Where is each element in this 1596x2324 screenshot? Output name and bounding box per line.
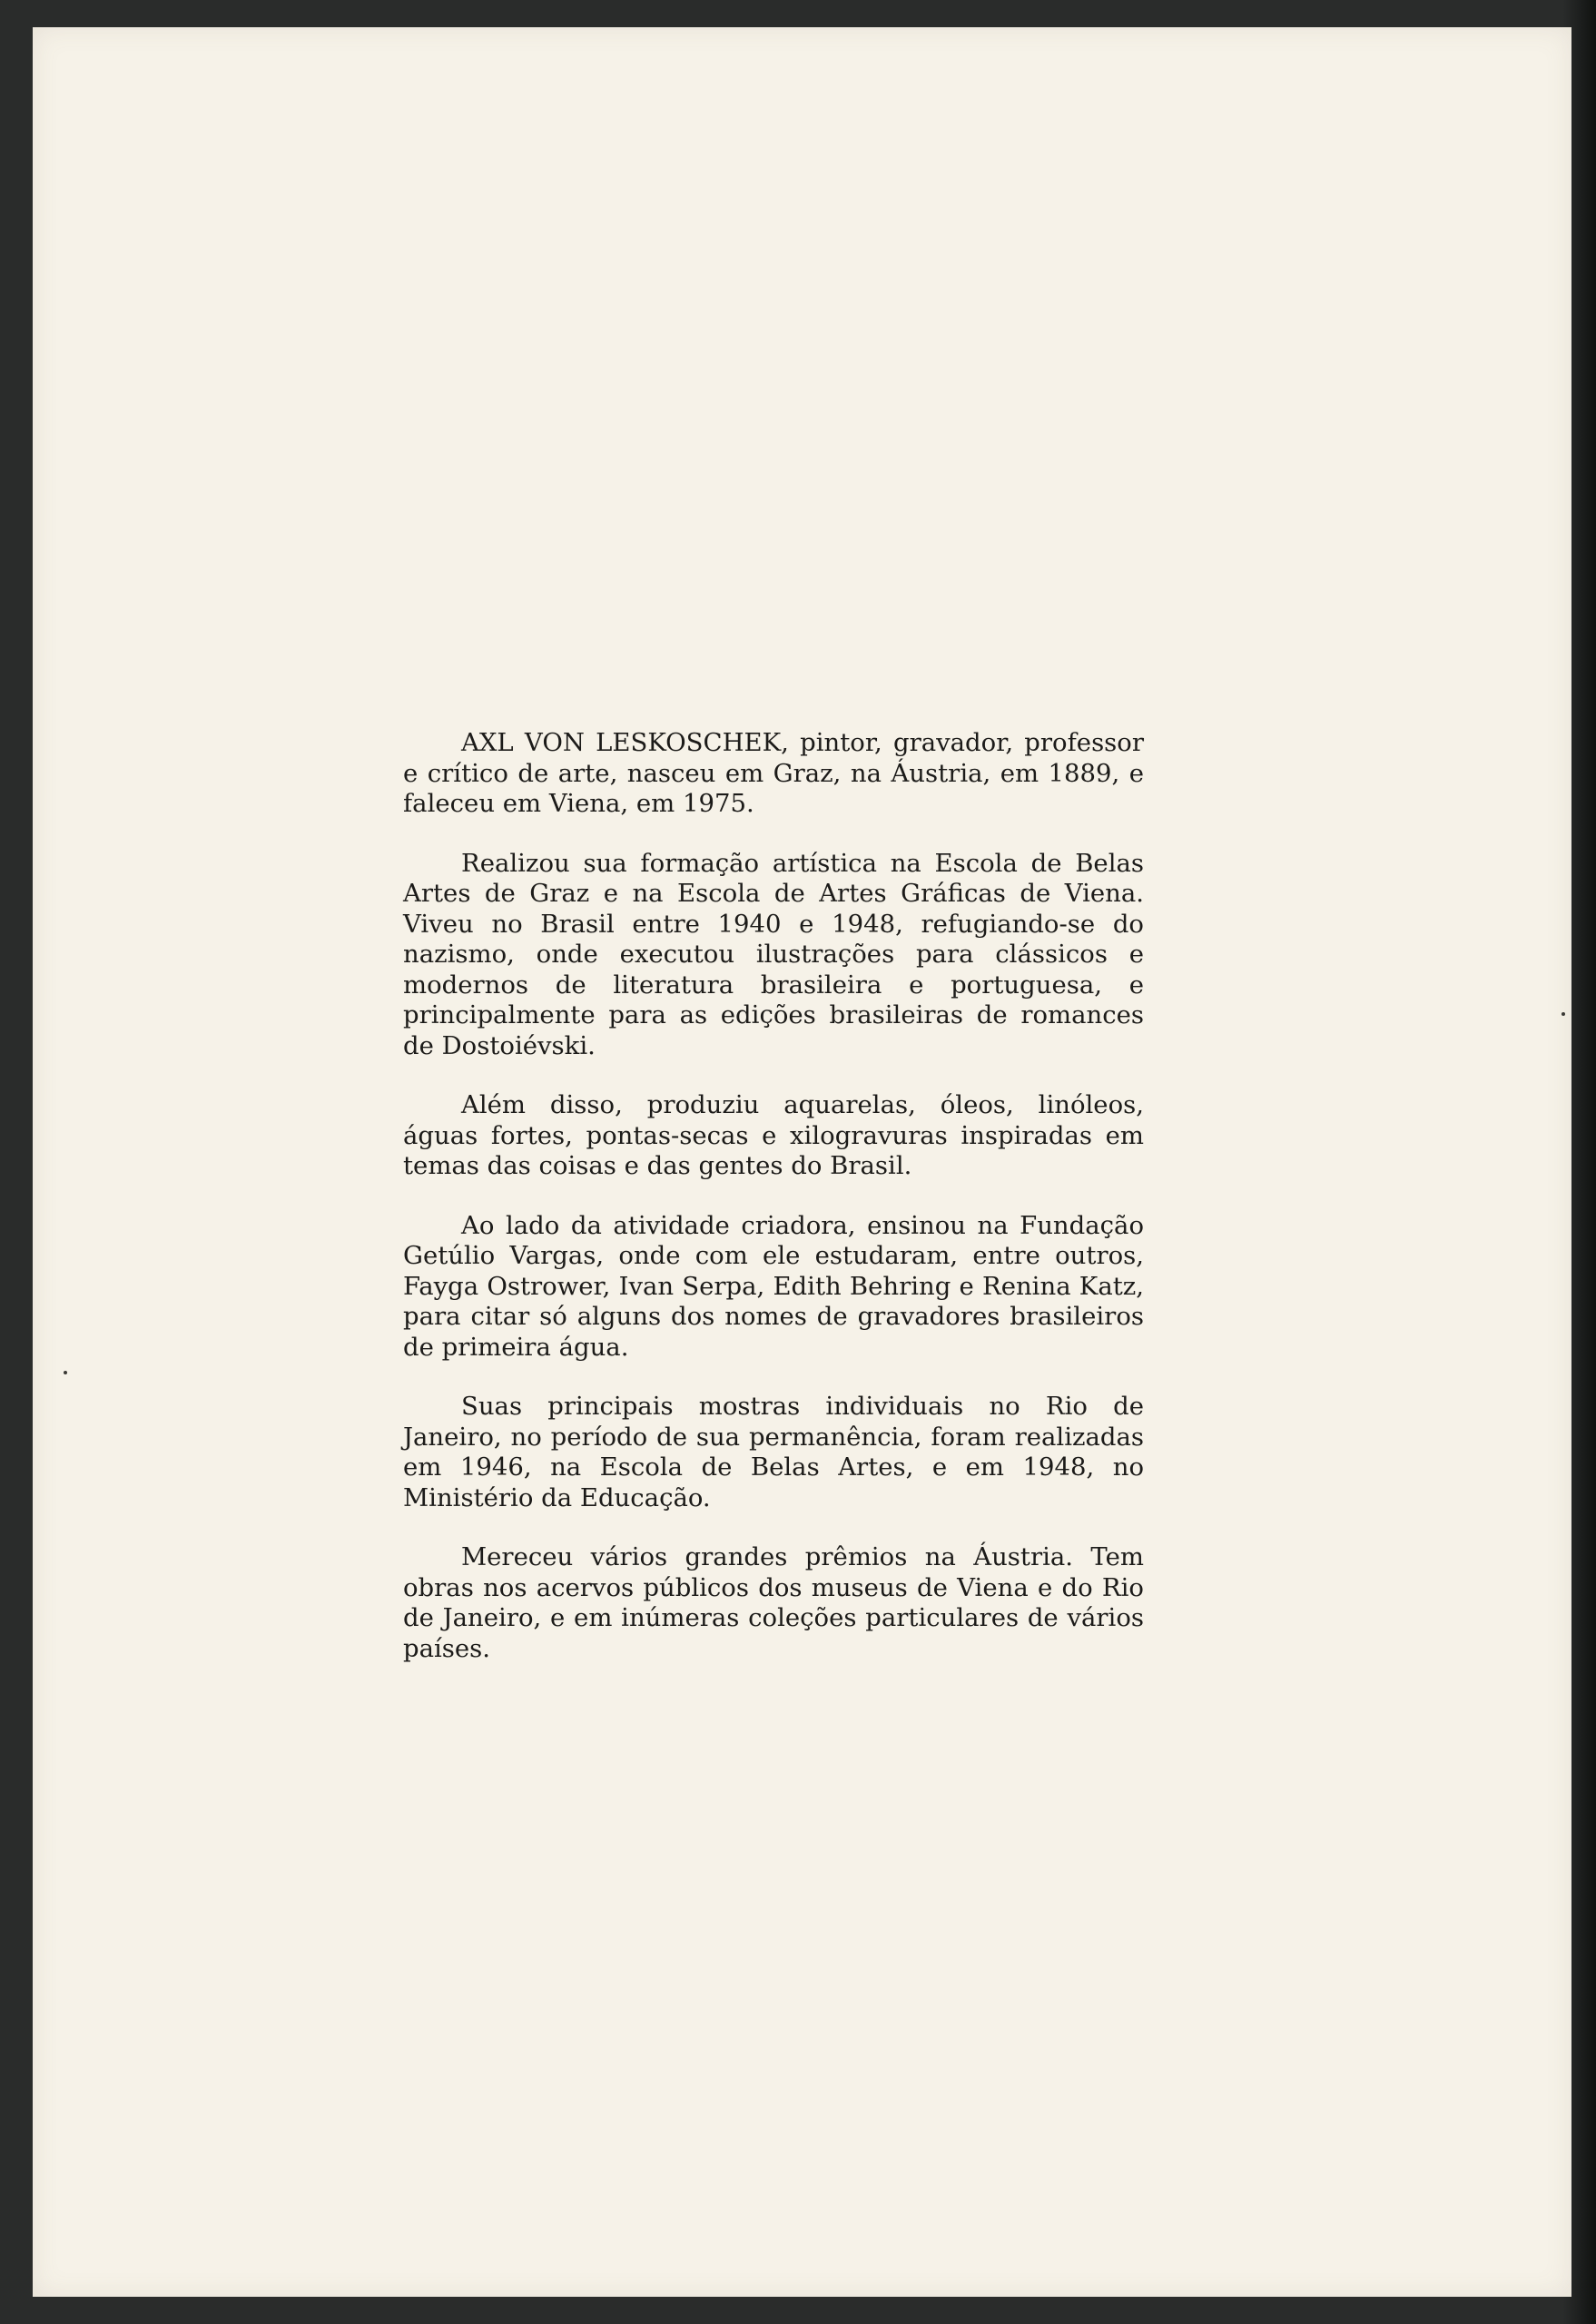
paragraph-4: Ao lado da atividade criadora, ensinou na Fundação Getúlio Vargas, onde com ele estudaram, entre outros, Fayga Ostrower, Ivan Serpa, Edith Behring e Renina Katz, para citar só alguns dos nomes de gravadores brasileiros de primeira água.: [403, 1210, 1144, 1362]
paragraph-1: AXL VON LESKOSCHEK, pintor, gravador, professor e crítico de arte, nasceu em Graz, na Áustria, em 1889, e faleceu em Viena, em 1975.: [403, 728, 1144, 818]
paragraph-6: Mereceu vários grandes prêmios na Áustria. Tem obras nos acervos públicos dos museus de Viena e do Rio de Janeiro, e em inúmeras coleções particulares de vários países.: [403, 1542, 1144, 1663]
biography-text: [403, 728, 1144, 1693]
paper-speck: [1562, 1012, 1565, 1016]
paper-speck: [64, 1371, 67, 1374]
paragraph-3: Além disso, produziu aquarelas, óleos, linóleos, águas fortes, pontas-secas e xilogravuras inspiradas em temas das coisas e das gentes do Brasil.: [403, 1090, 1144, 1180]
paragraph-5: Suas principais mostras individuais no Rio de Janeiro, no período de sua permanência, foram realizadas em 1946, na Escola de Belas Artes, e em 1948, no Ministério da Educação.: [403, 1392, 1144, 1512]
paragraph-2: Realizou sua formação artística na Escola de Belas Artes de Graz e na Escola de Artes Gráficas de Viena. Viveu no Brasil entre 1940 e 1948, refugiando-se do nazismo, onde executou ilustrações para clássicos e modernos de literatura brasileira e portuguesa, e principalmente para as edições brasileiras de romances de Dostoiévski.: [403, 848, 1144, 1060]
